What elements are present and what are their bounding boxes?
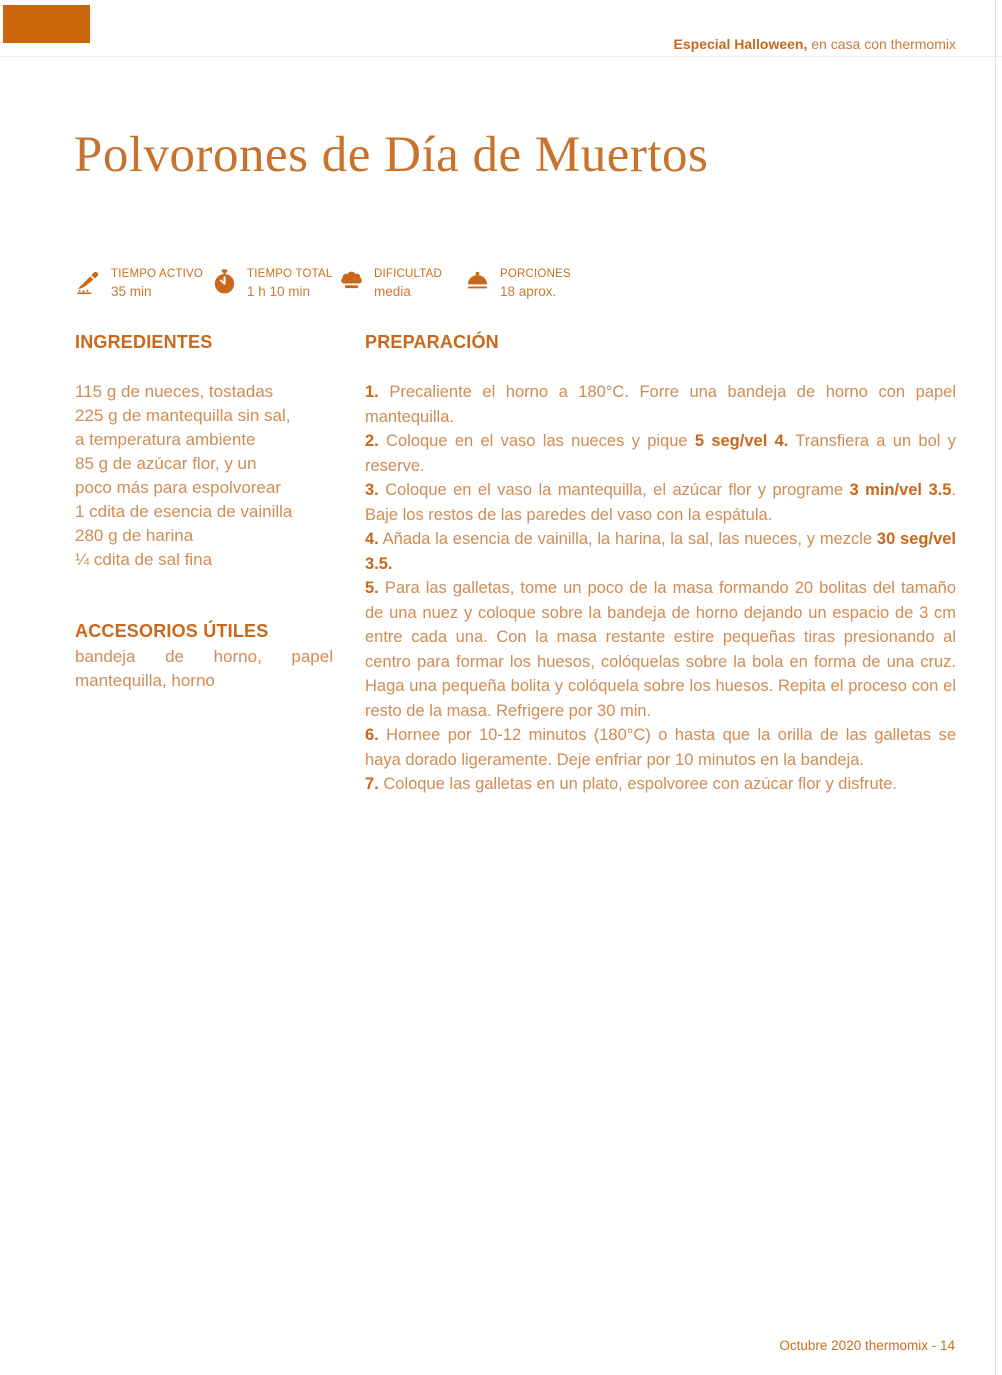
preparation-step: 3. Coloque en el vaso la mantequilla, el azúcar flor y programe 3 min/vel 3.5. Baje los restos de las paredes del vaso con la espátula.	[365, 481, 956, 524]
stopwatch-icon	[211, 268, 238, 298]
recipe-info-row	[75, 268, 571, 299]
info-label: TIEMPO TOTAL	[247, 268, 333, 280]
ingredient-line: 280 g de harina	[75, 526, 194, 545]
top-divider	[0, 56, 1002, 57]
info-label: PORCIONES	[500, 268, 571, 280]
knife-icon	[75, 268, 102, 298]
info-value: 18 aprox.	[500, 284, 557, 299]
info-value: 1 h 10 min	[247, 284, 311, 299]
page-header	[674, 36, 956, 52]
preparation-step: 2. Coloque en el vaso las nueces y pique 5 seg/vel 4. Transfiera a un bol y reserve.	[365, 432, 956, 475]
ingredient-line: 225 g de mantequilla sin sal,	[75, 406, 291, 425]
edition-subtitle: en casa con thermomix	[807, 36, 956, 52]
info-total-time	[211, 268, 338, 299]
ingredient-line: ¼ cdita de sal fina	[75, 550, 213, 569]
accessories-heading: ACCESORIOS ÚTILES	[75, 621, 269, 641]
page-edge-divider	[995, 0, 996, 1375]
page-footer: Octubre 2020 thermomix - 14	[779, 1338, 955, 1353]
accessories-body: bandeja de horno, papel mantequilla, horno	[75, 647, 333, 690]
corner-accent-block	[3, 5, 90, 43]
preparation-step: 5. Para las galletas, tome un poco de la masa formando 20 bolitas del tamaño de una nuez y coloque sobre la bandeja de horno dejando un espacio de 3 cm entre cada una. Con la masa restante estire pequeñas tiras presionando al centro para formar los huesos, colóquelas sobre la bola en forma de una cruz. Haga una pequeña bolita y colóquela sobre los huesos. Repita el proceso con el resto de la masa. Refrigere por 30 min.	[365, 579, 956, 720]
info-difficulty	[338, 268, 464, 299]
preparation-steps	[365, 380, 956, 797]
info-label: TIEMPO ACTIVO	[111, 268, 204, 280]
page-title: Polvorones de Día de Muertos	[74, 127, 709, 183]
ingredient-line: 1 cdita de esencia de vainilla	[75, 502, 293, 521]
ingredients-heading: INGREDIENTES	[75, 332, 213, 352]
ingredient-line: 115 g de nueces, tostadas	[75, 382, 274, 401]
ingredient-line: poco más para espolvorear	[75, 478, 282, 497]
right-column	[365, 332, 956, 797]
cloche-icon	[464, 268, 491, 298]
ingredients-list	[75, 380, 333, 572]
edition-title: Especial Halloween,	[673, 36, 808, 52]
info-active-time	[75, 268, 211, 299]
info-servings	[464, 268, 571, 299]
preparation-step: 1. Precaliente el horno a 180°C. Forre una bandeja de horno con papel mantequilla.	[365, 383, 956, 426]
ingredient-line: a temperatura ambiente	[75, 430, 256, 449]
info-value: 35 min	[111, 284, 152, 299]
preparation-step: 6. Hornee por 10-12 minutos (180°C) o hasta que la orilla de las galletas se haya dorado ligeramente. Deje enfriar por 10 minutos en la bandeja.	[365, 726, 956, 769]
accessories-section	[75, 621, 333, 693]
info-label: DIFICULTAD	[374, 268, 443, 280]
ingredient-line: 85 g de azúcar flor, y un	[75, 454, 257, 473]
chef-hat-icon	[338, 268, 365, 298]
preparation-step: 7. Coloque las galletas en un plato, espolvoree con azúcar flor y disfrute.	[365, 775, 897, 793]
preparation-heading: PREPARACIÓN	[365, 332, 499, 352]
left-column	[75, 332, 333, 693]
preparation-step: 4. Añada la esencia de vainilla, la harina, la sal, las nueces, y mezcle 30 seg/vel 3.5.	[365, 530, 956, 573]
info-value: media	[374, 284, 411, 299]
